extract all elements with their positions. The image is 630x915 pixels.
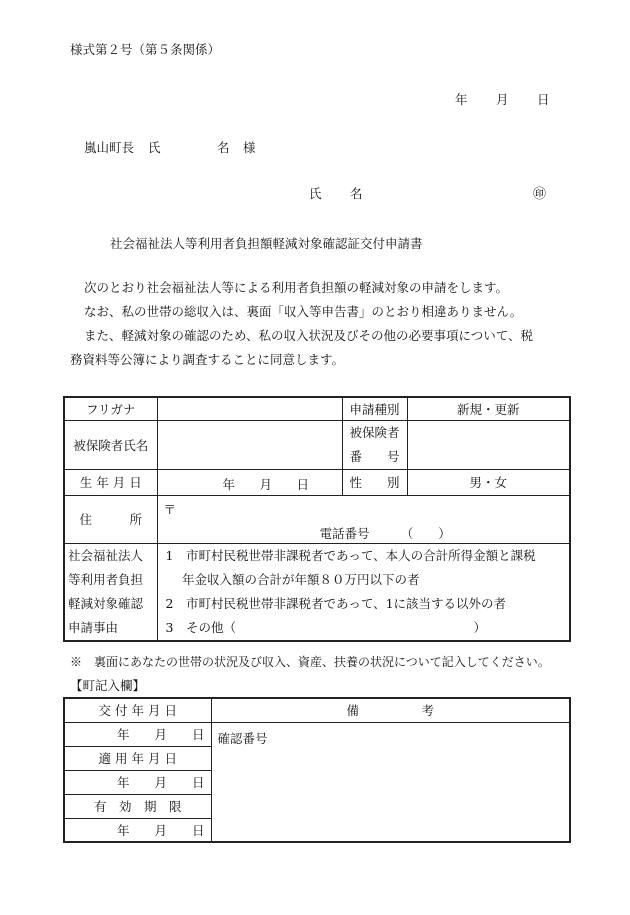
birth-day: 日 <box>296 476 310 492</box>
reason-label-2: 等利用者負担 <box>68 571 144 587</box>
gender-value[interactable]: 男・女 <box>407 469 570 495</box>
expiry-field[interactable]: 年 月 日 <box>64 818 211 842</box>
furigana-field[interactable] <box>157 397 342 420</box>
issue-date-field[interactable]: 年 月 日 <box>64 722 211 746</box>
reason-label-3: 軽減対象確認 <box>68 595 144 611</box>
date-year: 年 <box>455 92 468 107</box>
remarks-label: 備 考 <box>211 698 570 722</box>
recipient-title: 嵐山町長 <box>84 140 135 155</box>
reason-option-2[interactable]: 2 市町村民税世帯非課税者であって、1に該当する以外の者 <box>165 595 507 611</box>
insured-number-field[interactable] <box>407 420 570 469</box>
confirmation-number-label: 確認番号 <box>217 730 268 746</box>
date-month: 月 <box>496 92 509 107</box>
application-table <box>63 396 571 642</box>
body-line-3: また、軽減対象の確認のため、私の収入状況及びその他の必要事項について、税 <box>84 328 534 343</box>
reason-option-1-cont: 年金収入額の合計が年額８０万円以下の者 <box>165 571 420 587</box>
town-section-heading: 【町記入欄】 <box>70 678 146 693</box>
seal-mark: ㊞ <box>533 187 547 202</box>
recipient-mei: 名 <box>217 140 230 155</box>
insured-number-label-2: 番 号 <box>349 448 400 464</box>
body-line-4: 務資料等公簿により調査することに同意します。 <box>70 352 345 367</box>
recipient-sama: 様 <box>243 140 256 155</box>
insured-number-label-1: 被保険者 <box>349 424 400 440</box>
reason-label-4: 申請事由 <box>68 619 119 635</box>
furigana-label: フリガナ <box>64 397 157 420</box>
body-line-1: 次のとおり社会福祉法人等による利用者負担額の軽減対象の申請をします。 <box>84 280 509 295</box>
birth-year: 年 <box>222 476 236 492</box>
reason-label-1: 社会福祉法人 <box>68 547 144 563</box>
town-use-table <box>63 697 571 843</box>
reason-label <box>64 543 157 641</box>
recipient-shi: 氏 <box>148 140 161 155</box>
birth-month: 月 <box>259 476 273 492</box>
body-line-2: なお、私の世帯の総収入は、裏面「収入等申告書」のとおり相違ありません。 <box>84 304 523 319</box>
document-title: 社会福祉法人等利用者負担額軽減対象確認証交付申請書 <box>110 236 423 251</box>
postal-mark: 〒 <box>163 501 177 517</box>
application-type-value[interactable]: 新規・更新 <box>407 397 570 420</box>
apply-date-label: 適 用 年 月 日 <box>64 746 211 770</box>
applicant-shi: 氏 <box>309 186 322 201</box>
application-type-label: 申請種別 <box>342 397 407 420</box>
birthdate-label: 生 年 月 日 <box>64 469 157 495</box>
insured-number-label <box>342 420 407 469</box>
back-side-note: ※ 裏面にあなたの世帯の状況及び収入、資産、扶養の状況について記入してください。 <box>70 655 550 669</box>
remarks-field[interactable] <box>211 722 570 842</box>
insured-name-field[interactable] <box>157 420 342 469</box>
applicant-mei: 名 <box>350 186 363 201</box>
reason-option-1[interactable]: 1 市町村民税世帯非課税者であって、本人の合計所得金額と課税 <box>165 547 536 563</box>
address-field[interactable] <box>157 495 570 543</box>
apply-date-field[interactable]: 年 月 日 <box>64 770 211 794</box>
issue-date-label: 交 付 年 月 日 <box>64 698 211 722</box>
reason-options[interactable] <box>157 543 570 641</box>
birthdate-field[interactable] <box>157 469 342 495</box>
gender-label: 性 別 <box>342 469 407 495</box>
reason-option-3[interactable]: 3 その他（ ） <box>165 619 486 635</box>
date-day: 日 <box>537 92 550 107</box>
expiry-label: 有 効 期 限 <box>64 794 211 818</box>
insured-name-label: 被保険者氏名 <box>64 420 157 469</box>
phone-label: 電話番号 （ ） <box>319 525 451 541</box>
form-id: 様式第２号（第５条関係） <box>70 42 221 57</box>
address-label: 住 所 <box>64 495 157 543</box>
